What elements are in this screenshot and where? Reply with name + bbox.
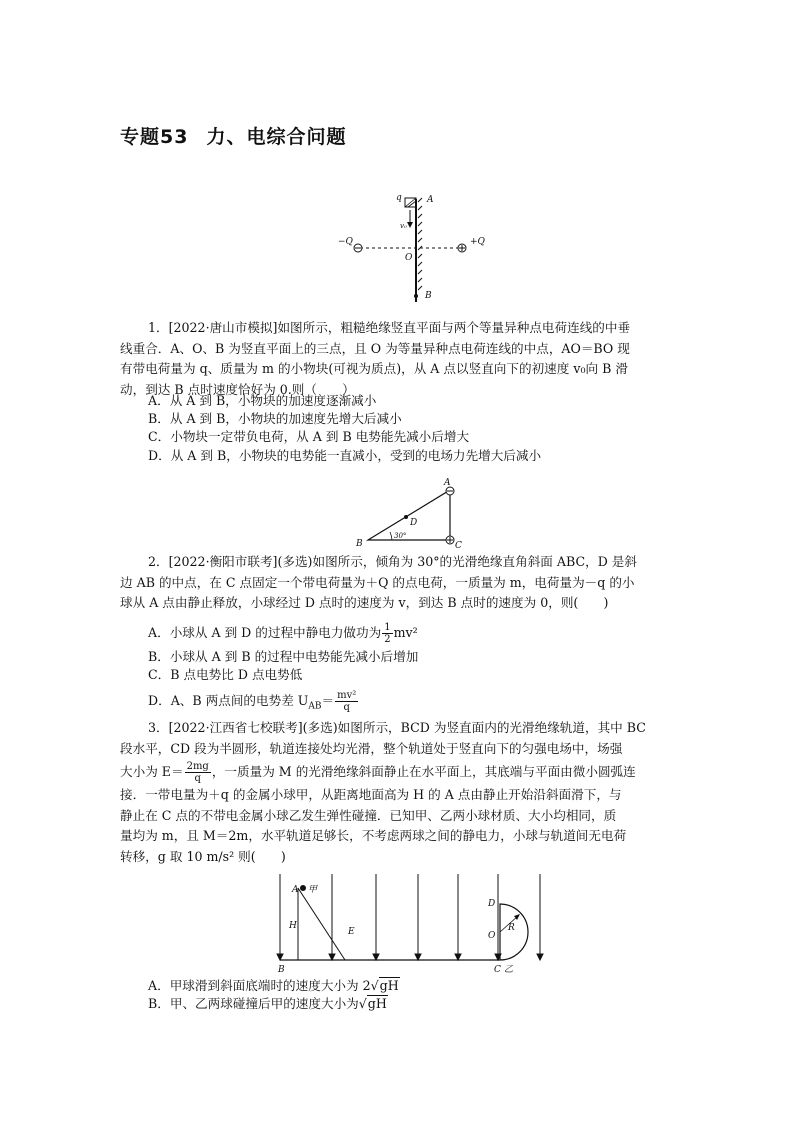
fig3-h-label: H <box>289 921 297 931</box>
q1-option-d[interactable]: D．从 A 到 B，小物块的电势能一直减小，受到的电场力先增大后减小 <box>148 448 542 463</box>
q2-opt-a-formula: mv² <box>393 625 418 640</box>
q1-line1: 1．[2022·唐山市模拟]如图所示，粗糙绝缘竖直平面与两个等量异种点电荷连线的中垂 <box>148 320 631 335</box>
fig1-b-label: B <box>425 291 432 301</box>
q2-option-a[interactable] <box>148 622 418 645</box>
q2-opt-d-text: D．A、B 两点间的电势差 U <box>148 693 309 708</box>
fig3-b-label: B <box>278 965 285 975</box>
q3-line3 <box>120 759 676 785</box>
fraction-denominator: q <box>343 702 350 713</box>
sqrt-icon: √ <box>358 996 367 1011</box>
q3-line3-post: ，一质量为 M 的光滑绝缘斜面静止在水平面上，其底端与平面由微小圆弧连 <box>211 764 636 779</box>
q1-option-a[interactable]: A．从 A 到 B，小物块的加速度逐渐减小 <box>148 393 377 408</box>
fraction <box>185 761 211 784</box>
fig2-d-label: D <box>410 518 418 528</box>
fig3-d-label: D <box>488 899 496 909</box>
fig3-e-label: E <box>348 927 355 937</box>
q2-opt-d-equals: ＝ <box>321 693 335 708</box>
page-title <box>120 122 364 149</box>
q2-option-d[interactable] <box>148 690 359 716</box>
figure-3-diagram <box>270 872 560 976</box>
q3-line7: 转移，g 取 10 m/s² 则( ) <box>120 848 286 864</box>
q1-option-b[interactable]: B．从 A 到 B，小物块的加速度先增大后减小 <box>148 411 402 426</box>
q2-line1: 2．[2022·衡阳市联考](多选)如图所示，倾角为 30°的光滑绝缘直角斜面 ABC，D 是斜 <box>148 554 637 569</box>
title-text: 力、电综合问题 <box>206 126 347 148</box>
q3-opt-a-text: A．甲球滑到斜面底端时的速度大小为 2 <box>148 978 371 993</box>
sqrt-icon: √ <box>370 978 379 993</box>
q3-line5: 静止在 C 点的不带电金属小球乙发生弹性碰撞．已知甲、乙两小球材质、大小均相同，质 <box>120 807 617 823</box>
q1-line4: 动，到达 B 点时速度恰好为 0.则（ ） <box>120 381 355 397</box>
q3-line1: 3．[2022·江西省七校联考](多选)如图所示，BCD 为竖直面内的光滑绝缘轨道，其中 BC <box>148 720 646 735</box>
fig3-a-label: A <box>292 885 299 895</box>
fraction-numerator: 2mg <box>186 761 209 772</box>
q2-opt-a-text: A．小球从 A 到 D 的过程中静电力做功为 <box>148 625 382 640</box>
q2-option-c[interactable]: C．B 点电势比 D 点电势低 <box>148 667 303 682</box>
figure-1-diagram <box>330 190 530 305</box>
fig2-a-label: A <box>444 478 451 488</box>
fraction-numerator: 1 <box>384 622 391 633</box>
fig1-a-label: A <box>427 195 434 205</box>
figure-2-diagram <box>340 478 480 553</box>
q1-line3: 有带电荷量为 q、质量为 m 的小物块(可视为质点)，从 A 点以竖直向下的初速度 v₀向 B 滑 <box>120 361 628 376</box>
question-1-stem <box>120 318 676 400</box>
q3-opt-b-radicand: gH <box>367 996 387 1011</box>
q1-option-c[interactable]: C．小物块一定带负电荷，从 A 到 B 电势能先减小后增大 <box>148 429 470 444</box>
q3-line3-pre: 大小为 E＝ <box>120 764 184 779</box>
question-3-stem <box>120 718 676 867</box>
fraction <box>382 622 392 645</box>
question-2-stem <box>120 552 676 614</box>
title-number: 专题53 <box>120 126 189 148</box>
fig2-angle-label: 30° <box>394 532 407 540</box>
q2-line3: 球从 A 点由静止释放，小球经过 D 点时的速度为 v，到达 B 点时的速度为 0，则( ) <box>120 595 609 610</box>
fig3-jia-label: 甲 <box>308 885 318 895</box>
fraction-numerator: mv² <box>337 690 357 701</box>
q3-line2: 段水平，CD 段为半圆形，轨道连接处均光滑，整个轨道处于竖直向下的匀强电场中，场强 <box>120 740 623 756</box>
fig2-c-label: C <box>455 541 462 551</box>
q2-opt-d-subscript: AB <box>308 701 322 712</box>
fig2-b-label: B <box>356 539 363 549</box>
fraction-denominator: 2 <box>384 634 391 645</box>
q2-line2: 边 AB 的中点，在 C 点固定一个带电荷量为＋Q 的点电荷，一质量为 m，电荷量为－q 的小 <box>120 574 635 590</box>
q3-line6: 量均为 m，且 M＝2m，水平轨道足够长，不考虑两球之间的静电力，小球与轨道间无电荷 <box>120 828 627 843</box>
fig1-q-label: q <box>396 193 402 203</box>
fig3-r-label: R <box>508 923 515 933</box>
fig1-v0-label: v₀ <box>400 222 407 230</box>
fig3-yi-label: 乙 <box>504 965 514 975</box>
fig1-posq-label: +Q <box>470 237 485 247</box>
q3-option-b[interactable] <box>148 995 388 1013</box>
q3-line4: 接．一带电量为＋q 的金属小球甲，从距离地面高为 H 的 A 点由静止开始沿斜面滑下，与 <box>120 787 622 802</box>
q3-opt-b-text: B．甲、乙两球碰撞后甲的速度大小为 <box>148 996 359 1011</box>
fraction-denominator: q <box>194 773 201 784</box>
fig1-o-label: O <box>405 253 413 263</box>
fraction <box>335 690 358 713</box>
q3-opt-a-radicand: gH <box>379 978 399 993</box>
q3-option-a[interactable] <box>148 977 400 995</box>
fig1-negq-label: −Q <box>338 237 353 247</box>
q2-option-b[interactable]: B．小球从 A 到 B 的过程中电势能先减小后增加 <box>148 649 419 664</box>
fig3-c-label: C <box>494 965 501 975</box>
q1-line2: 线重合．A、O、B 为竖直平面上的三点，且 O 为等量异种点电荷连线的中点，AO＝BO 现 <box>120 340 630 356</box>
fig3-o-label: O <box>488 931 496 941</box>
